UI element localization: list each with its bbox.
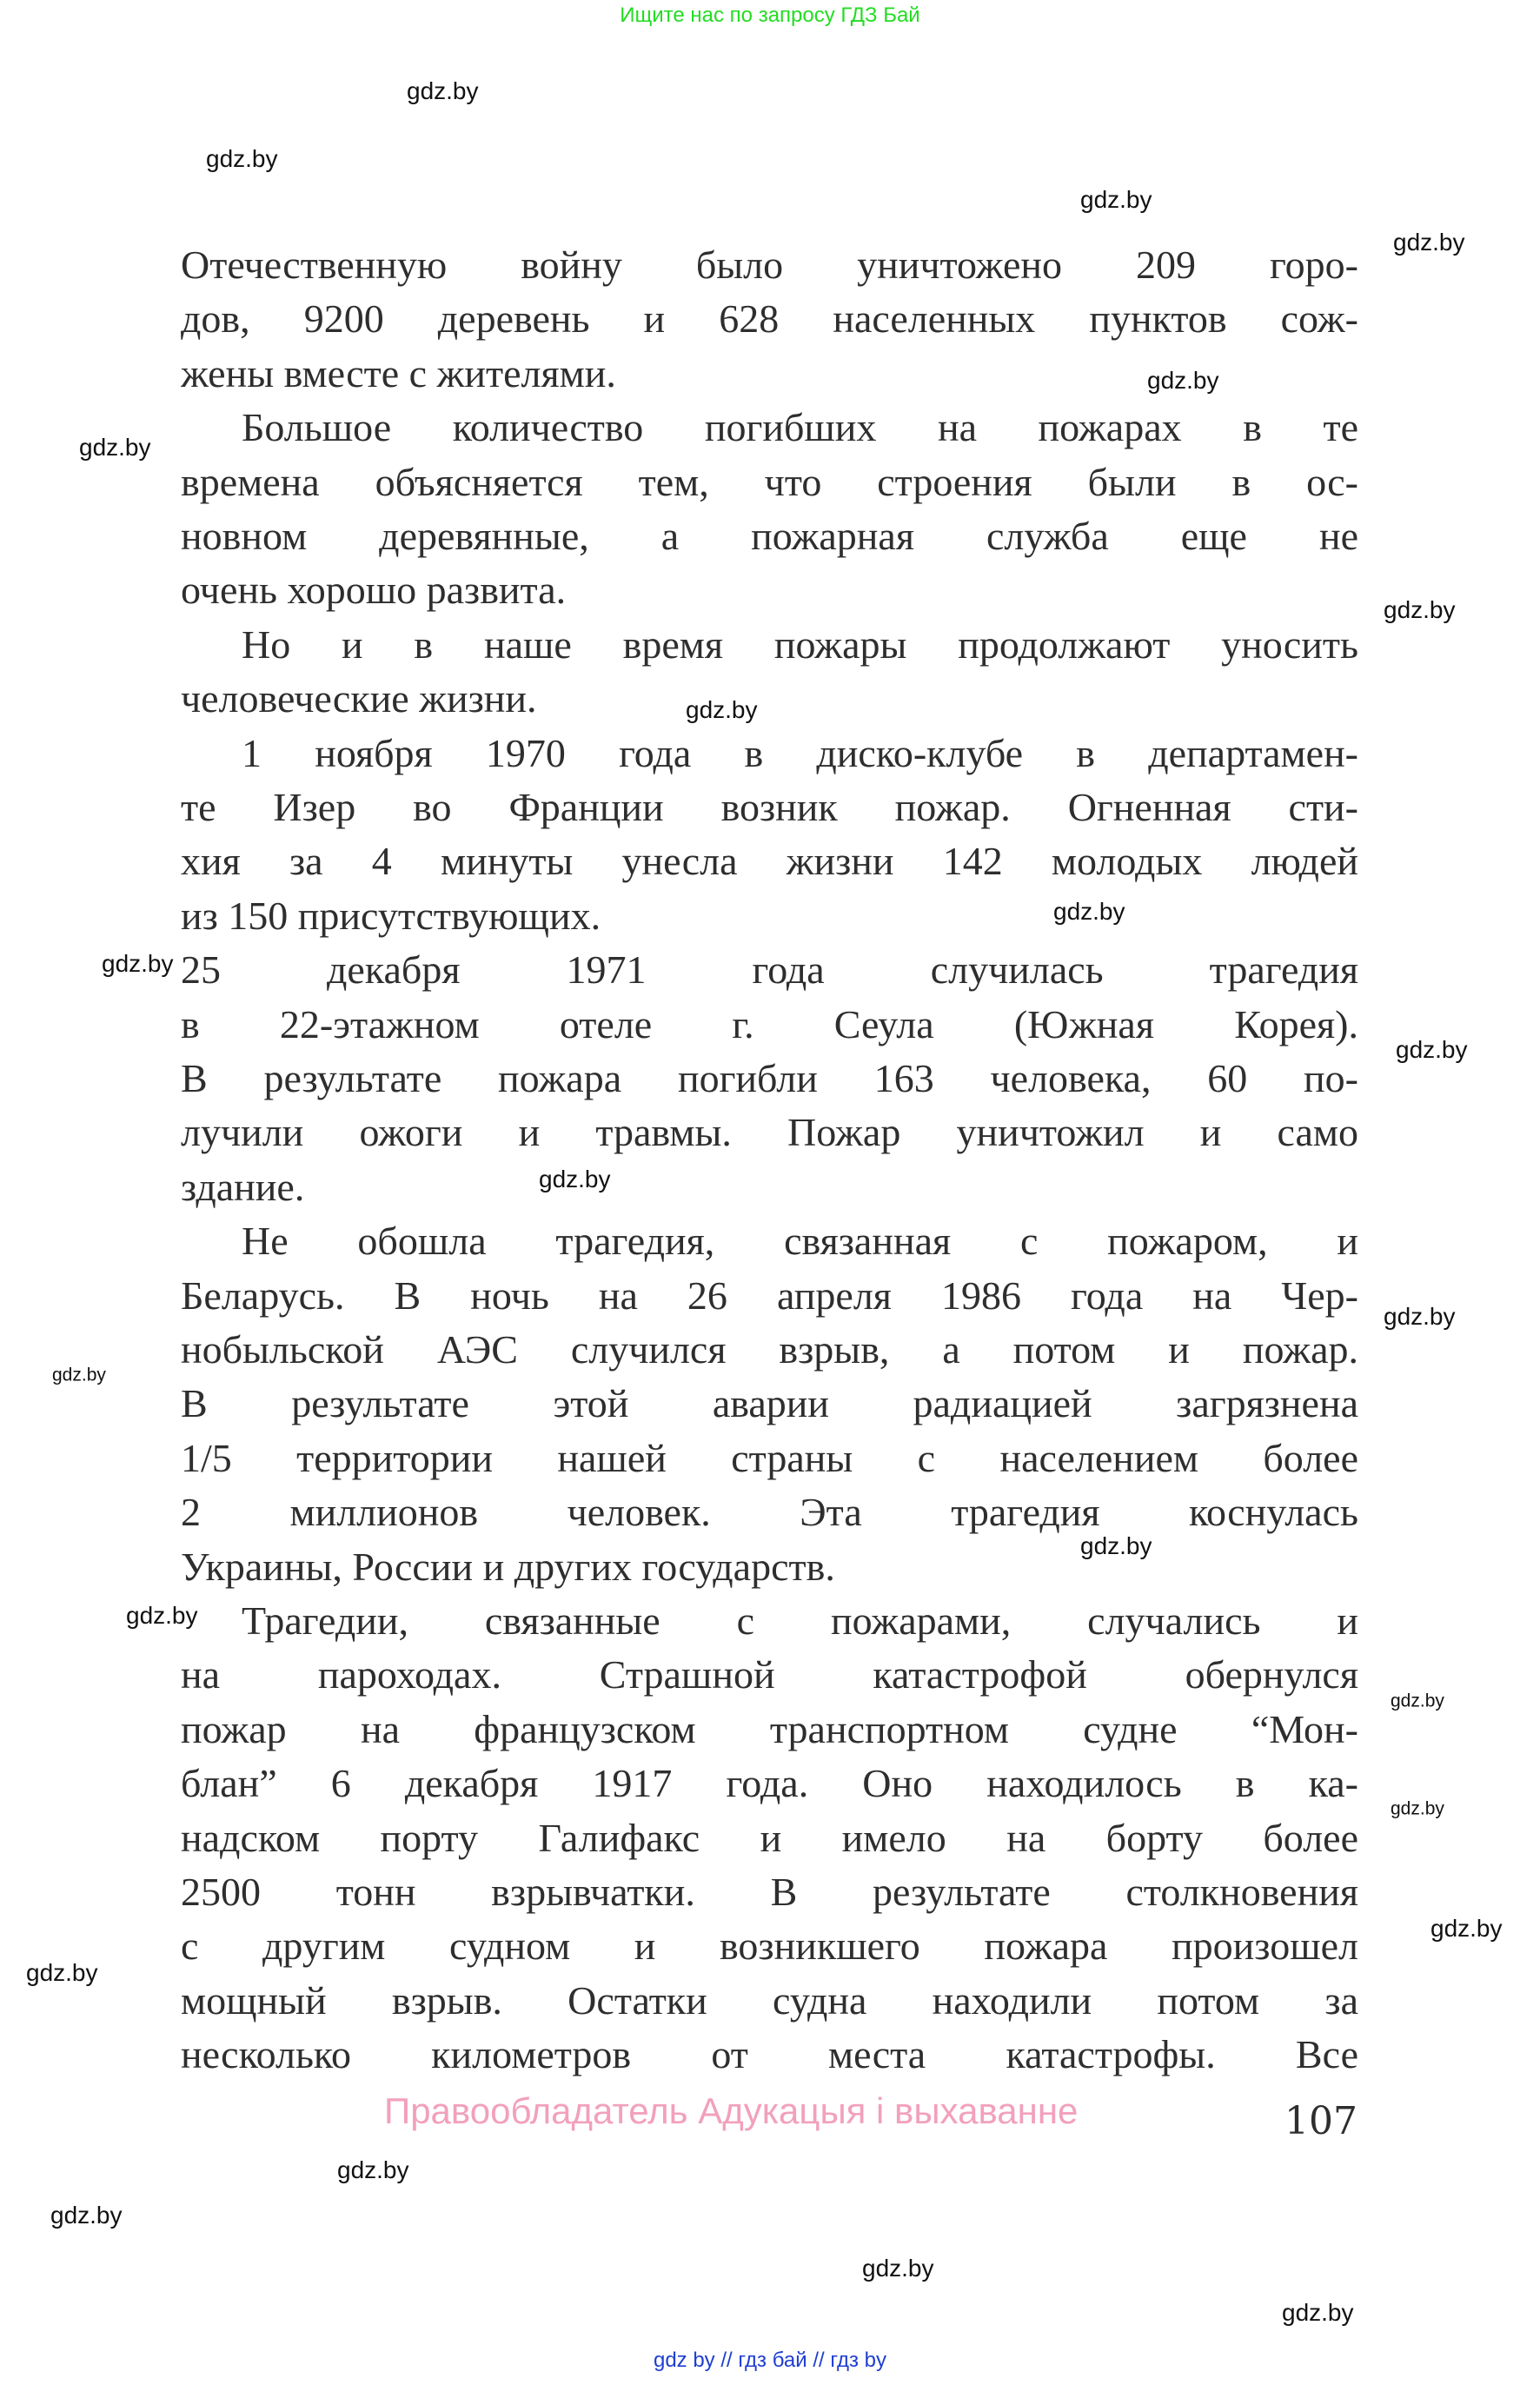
watermark: gdz.by — [1396, 1036, 1468, 1063]
watermark: gdz.by — [1282, 2299, 1354, 2326]
bottom-banner[interactable]: gdz by // гдз бай // гдз by — [653, 2348, 887, 2372]
text-line: 25 декабря 1971 года случилась трагедия — [181, 947, 1358, 993]
watermark: gdz.by — [407, 77, 479, 104]
watermark: gdz.by — [102, 950, 174, 977]
text-line: Отечественную войну было уничтожено 209 горо- — [181, 242, 1358, 287]
text-line: пожар на французском транспортном судне “Мон- — [181, 1706, 1358, 1751]
text-line: нобыльской АЭС случился взрыв, а потом и пожар. — [181, 1327, 1358, 1372]
text-line: времена объясняется тем, что строения были в ос- — [181, 459, 1358, 504]
text-line: новном деревянные, а пожарная служба еще не — [181, 514, 1358, 558]
watermark: gdz.by — [26, 1959, 98, 1986]
text-line: те Изер во Франции возник пожар. Огненная сти- — [181, 785, 1358, 829]
watermark: gdz.by — [1384, 596, 1456, 623]
watermark: gdz.by — [1080, 186, 1152, 213]
text-line: из 150 присутствующих. — [181, 893, 601, 938]
text-line: на пароходах. Страшной катастрофой обернулся — [181, 1652, 1358, 1697]
text-line: хия за 4 минуты унесла жизни 142 молодых людей — [181, 839, 1358, 884]
watermark: gdz.by — [862, 2255, 934, 2282]
watermark: gdz.by — [1430, 1915, 1503, 1942]
watermark: gdz.by — [1080, 1532, 1152, 1559]
text-line: надском порту Галифакс и имело на борту более — [181, 1815, 1358, 1860]
text-line: Украины, России и других государств. — [181, 1544, 835, 1589]
text-line: дов, 9200 деревень и 628 населенных пунктов сож- — [181, 296, 1358, 342]
text-line: 2500 тонн взрывчатки. В результате столкновения — [181, 1870, 1358, 1914]
text-line: Беларусь. В ночь на 26 апреля 1986 года на Чер- — [181, 1272, 1358, 1318]
watermark: gdz.by — [206, 145, 278, 172]
text-line: 1/5 территории нашей страны с населением более — [181, 1435, 1358, 1480]
text-line: лучили ожоги и травмы. Пожар уничтожил и само — [181, 1110, 1358, 1155]
watermark: gdz.by — [52, 1365, 106, 1385]
text-line: Большое количество погибших на пожарах в те — [242, 405, 1358, 450]
watermark: gdz.by — [1147, 367, 1219, 394]
text-line: жены вместе с жителями. — [181, 350, 616, 395]
text-line: 2 миллионов человек. Эта трагедия коснулась — [181, 1490, 1358, 1535]
watermark: gdz.by — [1391, 1798, 1444, 1819]
text-line: Но и в наше время пожары продолжают уносить — [242, 621, 1358, 667]
text-line: В результате пожара погибли 163 человека, 60 по- — [181, 1056, 1358, 1100]
copyright-holder-notice: Правообладатель Адукацыя і выхаванне — [384, 2090, 1079, 2131]
watermark: gdz.by — [50, 2202, 123, 2229]
watermark: gdz.by — [1391, 1691, 1444, 1711]
text-line: В результате этой аварии радиацией загрязнена — [181, 1381, 1358, 1426]
text-line: здание. — [181, 1164, 305, 1209]
watermark: gdz.by — [1384, 1303, 1456, 1330]
text-line: очень хорошо развита. — [181, 568, 567, 613]
watermark: gdz.by — [337, 2156, 409, 2183]
text-line: мощный взрыв. Остатки судна находили потом за — [181, 1977, 1358, 2023]
watermark: gdz.by — [79, 434, 151, 461]
watermark: gdz.by — [686, 696, 758, 723]
text-line: 1 ноября 1970 года в диско-клубе в департамен- — [242, 730, 1358, 775]
text-line: Трагедии, связанные с пожарами, случались и — [242, 1598, 1358, 1643]
text-line: Не обошла трагедия, связанная с пожаром, и — [242, 1219, 1358, 1264]
watermark: gdz.by — [126, 1602, 198, 1629]
text-line: несколько километров от места катастрофы. Все — [181, 2032, 1358, 2077]
text-line: в 22-этажном отеле г. Сеула (Южная Корея). — [181, 1001, 1358, 1046]
text-line: с другим судном и возникшего пожара произошел — [181, 1923, 1358, 1969]
top-banner: Ищите нас по запросу ГДЗ Бай — [620, 3, 920, 27]
watermark: gdz.by — [1393, 229, 1465, 256]
text-line: человеческие жизни. — [181, 676, 537, 721]
text-line: блан” 6 декабря 1917 года. Оно находилось в ка- — [181, 1761, 1358, 1806]
watermark: gdz.by — [539, 1166, 611, 1192]
watermark: gdz.by — [1053, 898, 1125, 925]
page-number: 107 — [1284, 2099, 1357, 2143]
